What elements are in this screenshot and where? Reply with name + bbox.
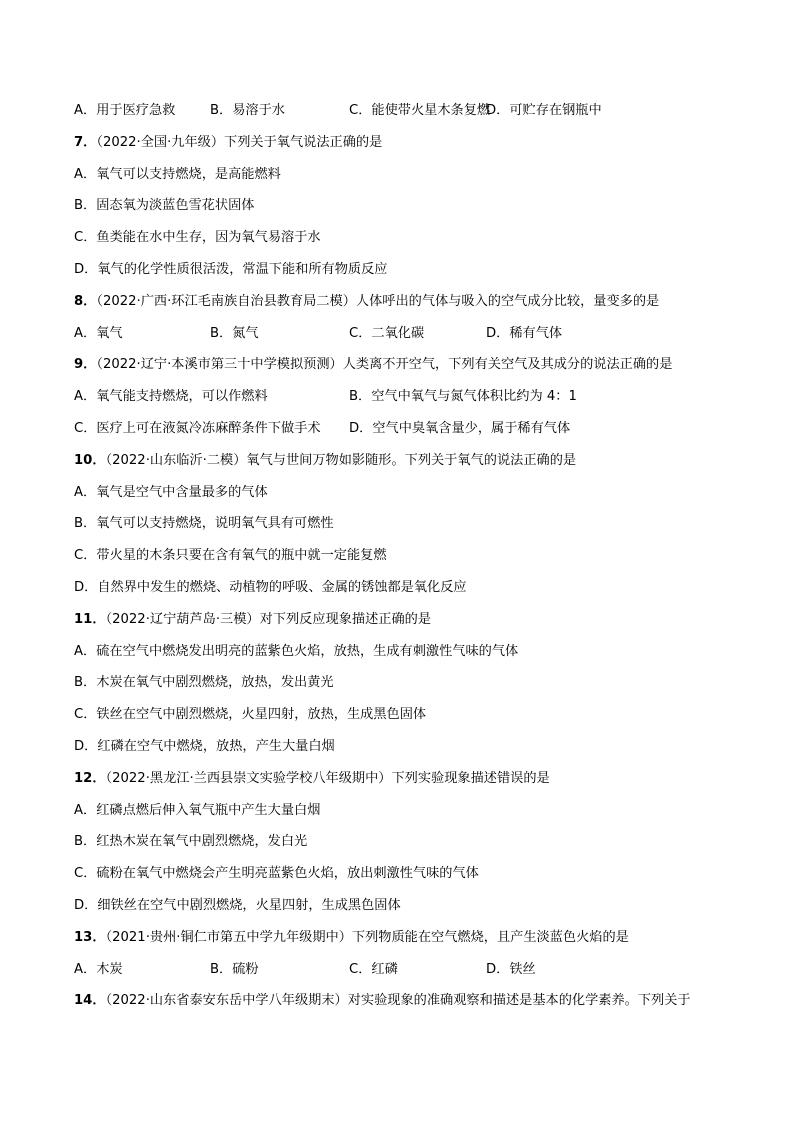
answer-option: A．用于医疗急救	[74, 103, 176, 118]
answer-option: A．木炭	[74, 961, 123, 977]
answer-option: A．氧气	[74, 325, 123, 341]
question-stem	[74, 990, 691, 1012]
answer-option: B．硫粉	[210, 961, 259, 977]
question-stem	[74, 450, 576, 472]
question-number: 9．	[74, 357, 97, 373]
question-stem	[74, 609, 431, 631]
question-number: 11．	[74, 611, 106, 627]
answer-option: A．红磷点燃后伸入氧气瓶中产生大量白烟	[74, 802, 321, 818]
answer-option: B．空气中氧气与氮气体积比约为 4：1	[349, 389, 577, 405]
option-row	[74, 100, 724, 122]
question-text: （2022·辽宁葫芦岛·三模）对下列反应现象描述正确的是	[105, 611, 432, 627]
answer-option: A．硫在空气中燃烧发出明亮的蓝紫色火焰，放热，生成有刺激性气味的气体	[74, 643, 519, 659]
option-row	[74, 959, 724, 981]
answer-option: C．红磷	[349, 961, 398, 977]
question-number: 10．	[74, 452, 106, 468]
question-number: 8．	[74, 293, 97, 309]
answer-option: A．氧气可以支持燃烧，是高能燃料	[74, 166, 281, 182]
question-text: （2021·贵州·铜仁市第五中学九年级期中）下列物质能在空气燃烧，且产生淡蓝色火焰的是	[105, 929, 629, 945]
question-number: 14．	[74, 993, 106, 1009]
answer-option: B．红热木炭在氧气中剧烈燃烧，发白光	[74, 834, 308, 850]
question-text: （2022·辽宁·本溪市第三十中学模拟预测）人类离不开空气，下列有关空气及其成分的说法正确的是	[96, 357, 673, 373]
answer-option: D．铁丝	[486, 961, 536, 977]
question-text: （2022·广西·环江毛南族自治县教育局二模）人体呼出的气体与吸入的空气成分比较，量变多的是	[96, 293, 660, 309]
question-stem	[74, 354, 672, 376]
answer-option: D．氧气的化学性质很活泼，常温下能和所有物质反应	[74, 262, 388, 277]
question-text: （2022·全国·九年级）下列关于氧气说法正确的是	[96, 134, 383, 150]
question-text: （2022·黑龙江·兰西县崇文实验学校八年级期中）下列实验现象描述错误的是	[105, 770, 550, 786]
answer-option: C．硫粉在氧气中燃烧会产生明亮蓝紫色火焰，放出刺激性气味的气体	[74, 866, 479, 882]
answer-option: B．氮气	[210, 325, 259, 341]
question-stem	[74, 927, 629, 949]
answer-option: D．空气中臭氧含量少，属于稀有气体	[349, 421, 571, 436]
answer-option: D．细铁丝在空气中剧烈燃烧，火星四射，生成黑色固体	[74, 898, 401, 913]
question-stem	[74, 291, 659, 313]
answer-option: B．氧气可以支持燃烧，说明氧气具有可燃性	[74, 516, 334, 532]
question-number: 12．	[74, 770, 106, 786]
answer-option: B．木炭在氧气中剧烈燃烧，放热，发出黄光	[74, 675, 334, 691]
answer-option: C．带火星的木条只要在含有氧气的瓶中就一定能复燃	[74, 548, 387, 564]
option-row	[74, 418, 724, 440]
answer-option: C．医疗上可在液氮冷冻麻醉条件下做手术	[74, 421, 321, 436]
option-row	[74, 386, 724, 408]
question-text: （2022·山东省泰安东岳中学八年级期末）对实验现象的准确观察和描述是基本的化学素养。下列关于	[105, 993, 691, 1009]
answer-option: A．氧气能支持燃烧，可以作燃料	[74, 389, 268, 405]
answer-option: C．能使带火星木条复燃	[349, 103, 491, 118]
question-stem	[74, 768, 550, 790]
answer-option: D．自然界中发生的燃烧、动植物的呼吸、金属的锈蚀都是氧化反应	[74, 580, 467, 595]
answer-option: B．易溶于水	[210, 103, 285, 118]
answer-option: A．氧气是空气中含量最多的气体	[74, 484, 268, 500]
answer-option: C．铁丝在空气中剧烈燃烧，火星四射，放热，生成黑色固体	[74, 707, 427, 723]
answer-option: D．可贮存在钢瓶中	[486, 103, 602, 118]
question-stem	[74, 132, 382, 154]
question-text: （2022·山东临沂·二模）氧气与世间万物如影随形。下列关于氧气的说法正确的是	[105, 452, 577, 468]
answer-option: D．红磷在空气中燃烧，放热，产生大量白烟	[74, 739, 335, 754]
answer-option: C．鱼类能在水中生存，因为氧气易溶于水	[74, 230, 321, 246]
answer-option: B．固态氧为淡蓝色雪花状固体	[74, 198, 255, 214]
option-row	[74, 323, 724, 345]
answer-option: C．二氧化碳	[349, 325, 425, 341]
question-number: 7．	[74, 134, 97, 150]
question-number: 13．	[74, 929, 106, 945]
answer-option: D．稀有气体	[486, 325, 563, 341]
